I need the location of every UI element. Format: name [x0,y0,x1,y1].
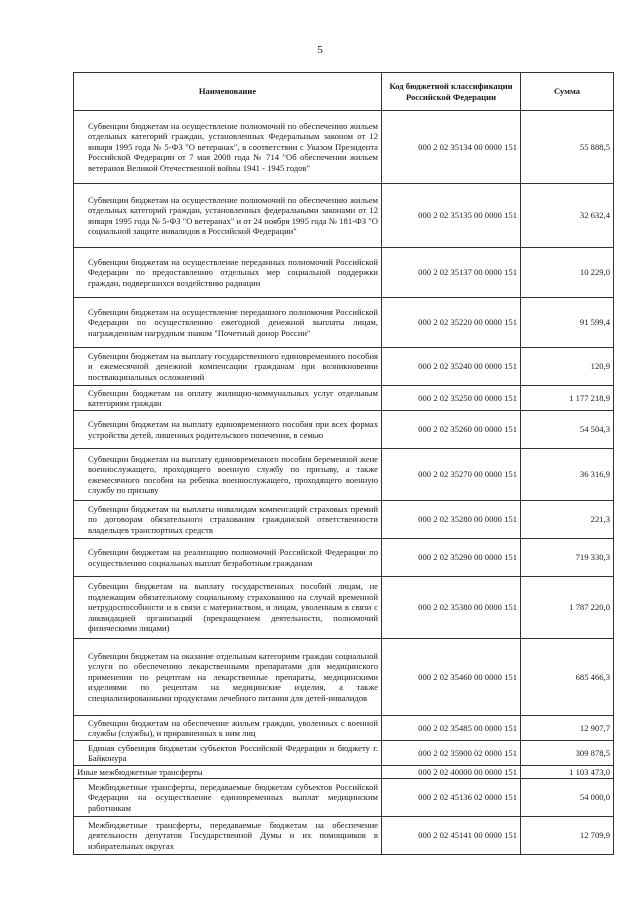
row-name: Субвенции бюджетам на осуществление переданного полномочия Российской Федерации по осуществлению ежегодной денежной выплаты лицам, награжденным нагрудным знаком "Почетный донор России" [74,298,382,348]
table-body [74,111,614,855]
row-code: 000 2 02 35900 02 0000 151 [382,741,521,766]
row-name: Субвенции бюджетам на выплату государственного единовременного пособия и ежемесячной денежной компенсации гражданам при возникновении поствакцинальных осложнений [74,348,382,386]
row-name: Субвенции бюджетам на оказание отдельным категориям граждан социальной услуги по обеспечению лекарственными препаратами для медицинского применения по рецептам на лекарственные препараты, медицинскими изделиями по рецептам на медицинские изделия, а также специализированными продуктами лечебного питания для детей-инвалидов [74,639,382,716]
header-row [74,73,614,111]
row-sum: 12 907,7 [521,716,614,741]
row-sum: 719 330,3 [521,539,614,577]
row-sum: 55 888,5 [521,111,614,184]
header-code: Код бюджетной классификации Российской Федерации [382,73,521,111]
table-row [74,716,614,741]
table-row [74,501,614,539]
row-code: 000 2 02 35220 00 0000 151 [382,298,521,348]
table-row [74,817,614,855]
row-code: 000 2 02 35270 00 0000 151 [382,449,521,501]
row-code: 000 2 02 35460 00 0000 151 [382,639,521,716]
row-name: Межбюджетные трансферты, передаваемые бюджетам субъектов Российской Федерации на осуществление единовременных выплат медицинским работникам [74,779,382,817]
row-sum: 221,3 [521,501,614,539]
row-code: 000 2 02 35250 00 0000 151 [382,386,521,411]
row-name: Субвенции бюджетам на выплату единовременного пособия беременной жене военнослужащего, проходящего военную службу по призыву, а также ежемесячного пособия на ребенка военнослужащего, проходящего военную службу по призыву [74,449,382,501]
row-name: Субвенции бюджетам на выплаты инвалидам компенсаций страховых премий по договорам обязательного страхования гражданской ответственности владельцев транспортных средств [74,501,382,539]
row-sum: 32 632,4 [521,184,614,248]
table-row [74,184,614,248]
header-sum: Сумма [521,73,614,111]
row-sum: 36 316,9 [521,449,614,501]
header-name: Наименование [74,73,382,111]
row-code: 000 2 02 35135 00 0000 151 [382,184,521,248]
table-row [74,111,614,184]
row-sum: 1 787 220,0 [521,577,614,639]
table-row [74,248,614,298]
row-code: 000 2 02 35485 00 0000 151 [382,716,521,741]
row-code: 000 2 02 35260 00 0000 151 [382,411,521,449]
row-code: 000 2 02 35290 00 0000 151 [382,539,521,577]
row-name: Субвенции бюджетам на оплату жилищно-коммунальных услуг отдельным категориям граждан [74,386,382,411]
row-code: 000 2 02 40000 00 0000 151 [382,766,521,779]
table-row [74,741,614,766]
table-row [74,298,614,348]
table-row [74,779,614,817]
row-name: Субвенции бюджетам на выплату государственных пособий лицам, не подлежащим обязательному социальному страхованию на случай временной нетрудоспособности и в связи с материнством, и лицам, уволенным в связи с ликвидацией организаций (прекращением деятельности, полномочий физическими лицами) [74,577,382,639]
row-sum: 120,9 [521,348,614,386]
row-sum: 1 103 473,0 [521,766,614,779]
row-code: 000 2 02 45141 00 0000 151 [382,817,521,855]
row-name: Субвенции бюджетам на реализацию полномочий Российской Федерации по осуществлению социальных выплат безработным гражданам [74,539,382,577]
row-sum: 309 878,5 [521,741,614,766]
page-number: 5 [317,44,323,56]
row-sum: 10 229,0 [521,248,614,298]
table-header [74,73,614,111]
table-row [74,766,614,779]
table-row [74,411,614,449]
row-sum: 685 466,3 [521,639,614,716]
row-code: 000 2 02 35240 00 0000 151 [382,348,521,386]
table-row [74,386,614,411]
row-sum: 91 599,4 [521,298,614,348]
table-row [74,539,614,577]
row-name: Иные межбюджетные трансферты [74,766,382,779]
row-name: Единая субвенция бюджетам субъектов Российской Федерации и бюджету г. Байконура [74,741,382,766]
row-code: 000 2 02 45136 02 0000 151 [382,779,521,817]
row-sum: 1 177 218,9 [521,386,614,411]
row-code: 000 2 02 35134 00 0000 151 [382,111,521,184]
row-name: Субвенции бюджетам на осуществление полномочий по обеспечению жильем отдельных категорий граждан, установленных федеральными законами от 12 января 1995 года № 5-ФЗ "О ветеранах" и от 24 ноября 1995 года № 181-ФЗ "О социальной защите инвалидов в Российской Федерации" [74,184,382,248]
budget-table [73,72,614,855]
table-row [74,449,614,501]
row-name: Субвенции бюджетам на осуществление полномочий по обеспечению жильем отдельных категорий граждан, установленных Федеральным законом от 12 января 1995 года № 5-ФЗ "О ветеранах", в соответствии с Указом Президента Российской Федерации от 7 мая 2008 года № 714 "Об обеспечении жильем ветеранов Великой Отечественной войны 1941 - 1945 годов" [74,111,382,184]
row-name: Межбюджетные трансферты, передаваемые бюджетам на обеспечение деятельности депутатов Государственной Думы и их помощников в избирательных округах [74,817,382,855]
table-row [74,348,614,386]
row-sum: 54 000,0 [521,779,614,817]
row-code: 000 2 02 35380 00 0000 151 [382,577,521,639]
row-name: Субвенции бюджетам на обеспечение жильем граждан, уволенных с военной службы (службы), и приравненных к ним лиц [74,716,382,741]
table-row [74,639,614,716]
row-code: 000 2 02 35280 00 0000 151 [382,501,521,539]
row-name: Субвенции бюджетам на выплату единовременного пособия при всех формах устройства детей, лишенных родительского попечения, в семью [74,411,382,449]
row-name: Субвенции бюджетам на осуществление переданных полномочий Российской Федерации по предоставлению отдельных мер социальной поддержки граждан, подвергшихся воздействию радиации [74,248,382,298]
row-code: 000 2 02 35137 00 0000 151 [382,248,521,298]
row-sum: 12 709,9 [521,817,614,855]
row-sum: 54 504,3 [521,411,614,449]
table-row [74,577,614,639]
